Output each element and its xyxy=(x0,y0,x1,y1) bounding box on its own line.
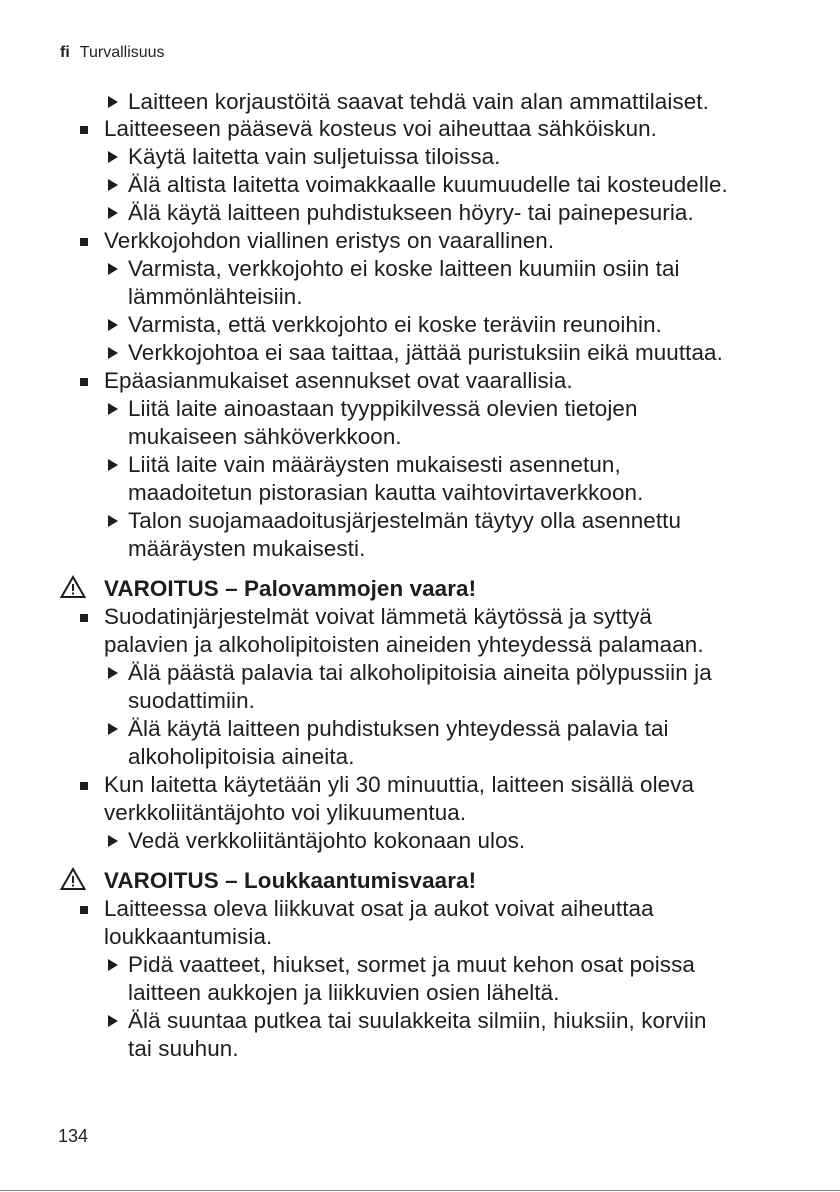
page-header xyxy=(60,44,165,62)
instruction-item: Liitä laite vain määräysten mukaisesti asennetun, xyxy=(128,452,621,477)
instruction-item: Älä suuntaa putkea tai suulakkeita silmiin, hiuksiin, korviin xyxy=(128,1008,707,1033)
instruction-item: Vedä verkkoliitäntäjohto kokonaan ulos. xyxy=(128,828,526,853)
section-title: Turvallisuus xyxy=(79,44,165,61)
instruction-item: Varmista, että verkkojohto ei koske teräviin reunoihin. xyxy=(128,312,663,337)
instruction-continuation: lämmönlähteisiin. xyxy=(128,284,303,309)
hazard-continuation: verkkoliitäntäjohto voi ylikuumentua. xyxy=(104,800,467,825)
instruction-item: Pidä vaatteet, hiukset, sormet ja muut kehon osat poissa xyxy=(128,952,695,977)
instruction-continuation: suodattimiin. xyxy=(128,688,255,713)
hazard-item: Laitteeseen pääsevä kosteus voi aiheuttaa sähköiskun. xyxy=(104,116,657,141)
instruction-continuation: laitteen aukkojen ja liikkuvien osien läheltä. xyxy=(128,980,560,1005)
instruction-item: Laitteen korjaustöitä saavat tehdä vain alan ammattilaiset. xyxy=(128,89,709,114)
instruction-item: Talon suojamaadoitusjärjestelmän täytyy olla asennettu xyxy=(128,508,682,533)
hazard-item: Kun laitetta käytetään yli 30 minuuttia, laitteen sisällä oleva xyxy=(104,772,695,797)
instruction-continuation: tai suuhun. xyxy=(128,1036,239,1061)
hazard-item: Suodatinjärjestelmät voivat lämmetä käytössä ja syttyä xyxy=(104,604,652,629)
hazard-item: Verkkojohdon viallinen eristys on vaarallinen. xyxy=(104,228,555,253)
warning-triangle-icon xyxy=(60,575,86,599)
language-code: fi xyxy=(60,44,70,61)
warning-heading: VAROITUS – Loukkaantumisvaara! xyxy=(104,868,477,893)
instruction-continuation: mukaiseen sähköverkkoon. xyxy=(128,424,402,449)
hazard-continuation: palavien ja alkoholipitoisten aineiden yhteydessä palamaan. xyxy=(104,632,704,657)
instruction-item: Älä käytä laitteen puhdistukseen höyry- tai painepesuria. xyxy=(128,200,694,225)
hazard-item: Epäasianmukaiset asennukset ovat vaarallisia. xyxy=(104,368,573,393)
instruction-continuation: maadoitetun pistorasian kautta vaihtovirtaverkkoon. xyxy=(128,480,644,505)
bottom-divider xyxy=(0,1190,840,1191)
instruction-item: Älä käytä laitteen puhdistuksen yhteydessä palavia tai xyxy=(128,716,669,741)
page-number: 134 xyxy=(58,1126,89,1146)
instruction-item: Liitä laite ainoastaan tyyppikilvessä olevien tietojen xyxy=(128,396,638,421)
warning-heading: VAROITUS – Palovammojen vaara! xyxy=(104,576,477,601)
instruction-item: Verkkojohtoa ei saa taittaa, jättää puristuksiin eikä muuttaa. xyxy=(128,340,723,365)
instruction-item: Älä altista laitetta voimakkaalle kuumuudelle tai kosteudelle. xyxy=(128,172,728,197)
instruction-item: Älä päästä palavia tai alkoholipitoisia aineita pölypussiin ja xyxy=(128,660,712,685)
instruction-item: Käytä laitetta vain suljetuissa tiloissa. xyxy=(128,144,501,169)
instruction-continuation: alkoholipitoisia aineita. xyxy=(128,744,355,769)
hazard-continuation: loukkaantumisia. xyxy=(104,924,273,949)
hazard-item: Laitteessa oleva liikkuvat osat ja aukot voivat aiheuttaa xyxy=(104,896,654,921)
instruction-continuation: määräysten mukaisesti. xyxy=(128,536,366,561)
warning-triangle-icon xyxy=(60,867,86,891)
instruction-item: Varmista, verkkojohto ei koske laitteen kuumiin osiin tai xyxy=(128,256,680,281)
